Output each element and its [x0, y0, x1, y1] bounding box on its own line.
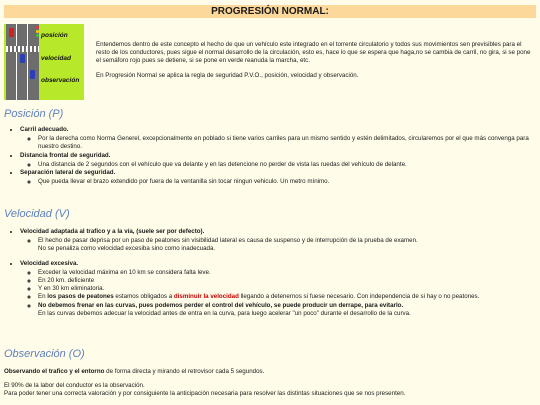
- section-posicion: [4, 126, 536, 186]
- intro-paragraph-2: En Progresión Normal se aplica la regla de seguridad P.V.O., posición, velocidad y observación.: [96, 71, 359, 79]
- intro-text: [96, 41, 536, 86]
- figure-label-posicion: posición: [41, 32, 68, 39]
- heading-observacion: Observación (O): [4, 348, 85, 360]
- list-item: ◦ No debemos frenar en las curvas, pues podemos perder el control del vehículo, se puede producir un derrape, para evitarlo. En las curvas debemos adecuar la velocidad antes de entra en la curva, para luego acelerar "un poco" durante el desarrollo de la curva.: [38, 302, 536, 318]
- section-observacion: [4, 368, 536, 399]
- list-item: • Carril adecuado. ◦ Por la derecha como Norma Generel, excepcionalmente en poblado si tiene varios carriles para un mismo sentido y estén delimitados, circularemos por el que más convenga para nuestro destino.: [20, 126, 536, 152]
- list-item: ◦ Que pueda llevar el brazo extendido por fuera de la ventanilla sin tocar ningun vehiculo. Un metro mínimo.: [38, 178, 536, 186]
- heading-posicion: Posición (P): [4, 108, 64, 120]
- pvo-illustration: [4, 24, 84, 100]
- list-item: ◦ Exceder la velocidad máxima en 10 km se considera falta leve.: [38, 269, 536, 277]
- section-velocidad: [4, 228, 536, 318]
- road-graphic: [6, 24, 39, 100]
- list-item: • Separación lateral de seguridad. ◦ Que pueda llevar el brazo extendido por fuera de la ventanilla sin tocar ningun vehiculo. Un metro mínimo.: [20, 169, 536, 186]
- observacion-paragraph-1: Observando el trafico y el entorno de forma directa y mirando el retrovisor cada 5 segundos.: [4, 368, 265, 375]
- figure-label-observacion: observación: [41, 77, 80, 84]
- intro-paragraph-1: Entendemos dentro de este concepto el hecho de que un vehículo este integrado en el torrente circulatorio y todos sus movimientos sen previsibles para el resto de los conductores, pues sigue el normal desarrollo de la circulación, esto es, hace lo que se espera que haga,no se cambia de carril, no gira, si se pone el semáforo rojo pues se detiene, si se pone en verde reanuda la marcha, etc.: [96, 41, 531, 65]
- list-item: • Velocidad excesiva. ◦ Exceder la velocidad máxima en 10 km se considera falta leve. ◦ En 20 km. deficiente ◦ Y en 30 km eliminatoria. ◦ En los pasos de peatones estamos obligados a disminuir la velocidad llegando a detenernos si fuese necesario. Con independencia de si hay o no peatones. ◦ No debemos frenar en las curvas, pues podemos perder el control del vehículo, se puede producir un derrape, para evitarlo. En las curvas debemos adecuar la velocidad antes de entra en la curva, para luego acelerar "un poco" durante el desarrollo de la curva.: [20, 260, 536, 318]
- list-item: • Distancia frontal de seguridad. ◦ Una distancia de 2 segundos con el vehículo que va delante y en las detencione no perder de vista las ruedas del vehículo de delante.: [20, 152, 536, 169]
- list-item: ◦ En los pasos de peatones estamos obligados a disminuir la velocidad llegando a detenernos si fuese necesario. Con independencia de si hay o no peatones.: [38, 293, 536, 301]
- list-item: ◦ En 20 km. deficiente: [38, 277, 536, 285]
- page-title: PROGRESIÓN NORMAL:: [4, 5, 536, 18]
- observacion-paragraph-3: Para poder tener una correcta valoración y por consiguiente la anticipación necesaria para resolver las distintas situaciones que se nos presenten.: [4, 390, 406, 398]
- list-item: ◦ Una distancia de 2 segundos con el vehículo que va delante y en las detencione no perder de vista las ruedas del vehículo de delante.: [38, 161, 536, 169]
- heading-velocidad: Velocidad (V): [4, 208, 70, 220]
- list-item: ◦ El hecho de pasar deprisa por un paso de peatones sin visibilidad lateral es causa de suspenso y de interrupción de la prueba de examen. No se penaliza como velocidad excesiba sino como inadecuada.: [38, 237, 536, 253]
- observacion-paragraph-2: El 90% de la labor del conductor es la observación.: [4, 382, 145, 390]
- list-item: ◦ Por la derecha como Norma Generel, excepcionalmente en poblado si tiene varios carriles para un mismo sentido y estén delimitados, circularemos por el que más convenga para nuestro destino.: [38, 135, 536, 151]
- list-item: ◦ Y en 30 km eliminatoria.: [38, 285, 536, 293]
- figure-label-velocidad: velocidad: [41, 55, 71, 62]
- list-item: • Velocidad adaptada al trafico y a la vía, (suele ser por defecto). ◦ El hecho de pasar deprisa por un paso de peatones sin visibilidad lateral es causa de suspenso y de interrupción de la prueba de examen. No se penaliza como velocidad excesiba sino como inadecuada.: [20, 228, 536, 254]
